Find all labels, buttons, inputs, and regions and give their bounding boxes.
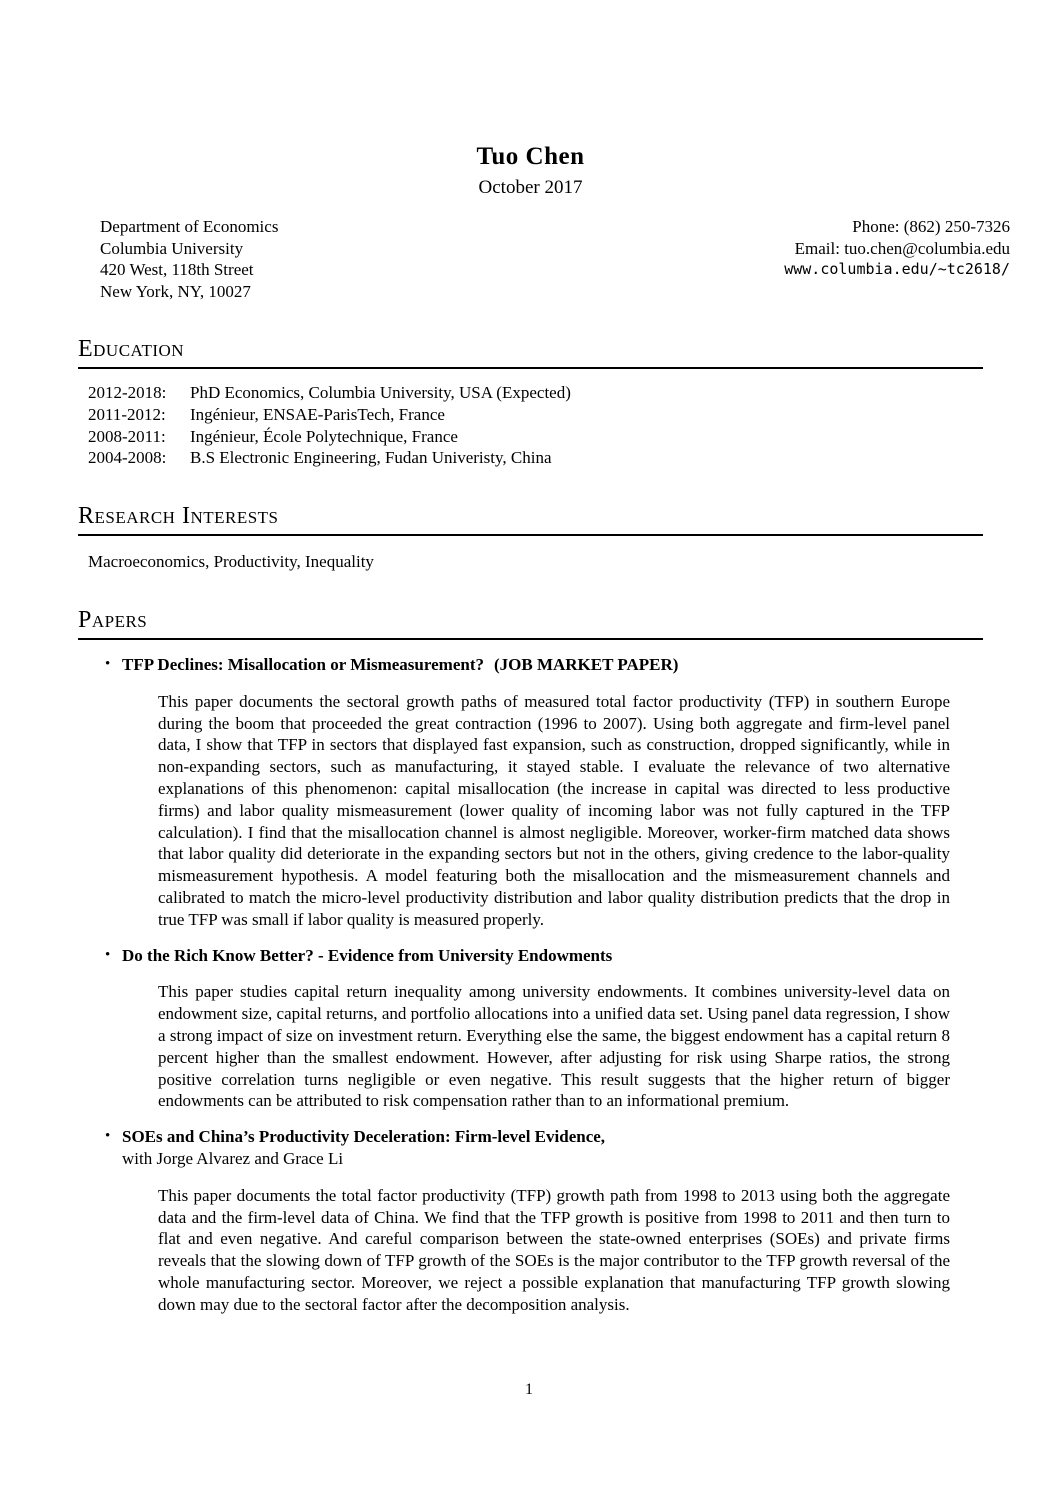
education-row bbox=[88, 382, 983, 404]
paper-title: SOEs and China’s Productivity Deceleration: Firm-level Evidence, bbox=[122, 1127, 606, 1147]
address-block bbox=[100, 216, 278, 302]
paper-abstract: This paper documents the total factor productivity (TFP) growth path from 1998 to 2013 using both the aggregate data and the firm-level data of China. We find that the TFP growth is positive from 1998 to 2011 and then turn to flat and even negative. And careful comparison between the state-owned enterprises (SOEs) and private firms reveals that the slowing down of TFP growth of the SOEs is the major contributor to the TFP growth reversal of the whole manufacturing sector. Moreover, we reject a possible explanation that manufacturing TFP growth slowing down may due to the sectoral factor after the decomposition analysis. bbox=[158, 1185, 950, 1314]
education-detail: Ingénieur, ENSAE-ParisTech, France bbox=[190, 404, 445, 424]
contact-block bbox=[100, 216, 1010, 302]
page-number: 1 bbox=[525, 1381, 533, 1398]
bullet-icon: • bbox=[105, 1128, 111, 1145]
bullet-icon: • bbox=[105, 946, 111, 963]
paper-abstract: This paper documents the sectoral growth paths of measured total factor productivity (TFP) in southern Europe during the boom that proceeded the great contraction (1996 to 2007). Using both aggregate and firm-level panel data, I show that TFP in sectors that displayed fast expansion, such as construction, dropped significantly, while in non-expanding sectors, such as manufacturing, it stayed stable. I evaluate the relevance of two alternative explanations of this phenomenon: capital misallocation (the increase in capital was directed to less productive firms) and labor quality mismeasurement (lower quality of incoming labor was not fully captured in the TFP calculation). I find that the misallocation channel is almost negligible. Moreover, worker-firm matched data shows that labor quality did deteriorate in the expanding sectors but not in the others, giving credence to the labor-quality mismeasurement hypothesis. A model featuring both the misallocation and the mismeasurement channels and calibrated to match the micro-level productivity distribution and labor quality distribution predicts that the drop in true TFP was small if labor quality is measured properly. bbox=[158, 691, 950, 929]
address-line-department: Department of Economics bbox=[100, 217, 279, 236]
education-dates: 2011-2012: bbox=[88, 404, 166, 424]
education-row bbox=[88, 447, 983, 469]
education-list bbox=[88, 382, 983, 469]
education-dates: 2012-2018: bbox=[88, 383, 167, 402]
paper-abstract: This paper studies capital return inequality among university endowments. It combines university-level data on endowment size, capital returns, and portfolio allocations into a unified data set. Using panel data regression, I show a strong impact of size on investment return. Everything else the same, the biggest endowment has a capital return 8 percent higher than the smallest endowment. However, after adjusting for risk using Sharpe ratios, the strong positive correlation turns negligible or even negative. This result suggests that the higher return of bigger endowments can be attributed to risk compensation rather than to an informational premium. bbox=[158, 982, 950, 1111]
section-title-papers: Papers bbox=[78, 606, 983, 640]
section-title-research-interests: Research Interests bbox=[78, 502, 983, 536]
education-row bbox=[88, 404, 983, 426]
paper-item bbox=[105, 945, 983, 1113]
education-detail: Ingénieur, École Polytechnique, France bbox=[190, 426, 458, 446]
paper-annotation: (JOB MARKET PAPER) bbox=[493, 654, 679, 674]
education-detail: PhD Economics, Columbia University, USA (Expected) bbox=[190, 383, 571, 402]
paper-heading bbox=[105, 945, 983, 967]
education-dates: 2008-2011: bbox=[88, 426, 166, 446]
page-date: October 2017 bbox=[478, 177, 583, 198]
paper-title: Do the Rich Know Better? - Evidence from University Endowments bbox=[122, 945, 613, 965]
section-title-education: Education bbox=[78, 335, 983, 369]
paper-heading bbox=[105, 1126, 983, 1148]
email-line[interactable]: Email: tuo.chen@columbia.edu bbox=[794, 238, 1010, 258]
phone-line: Phone: (862) 250-7326 bbox=[852, 217, 1010, 236]
research-interests-text: Macroeconomics, Productivity, Inequality bbox=[88, 552, 374, 572]
paper-heading bbox=[105, 654, 983, 676]
address-line-street: 420 West, 118th Street bbox=[100, 260, 254, 279]
address-line-city: New York, NY, 10027 bbox=[100, 281, 251, 301]
education-detail: B.S Electronic Engineering, Fudan Univeristy, China bbox=[190, 448, 552, 468]
education-row bbox=[88, 426, 983, 448]
paper-coauthors: with Jorge Alvarez and Grace Li bbox=[122, 1148, 344, 1168]
address-line-university: Columbia University bbox=[100, 238, 244, 258]
contact-info-block bbox=[784, 216, 1010, 302]
paper-item bbox=[105, 1126, 983, 1315]
section-research-interests bbox=[78, 502, 983, 573]
section-papers bbox=[78, 606, 983, 1316]
education-dates: 2004-2008: bbox=[88, 448, 167, 468]
bullet-icon: • bbox=[105, 655, 111, 672]
section-education bbox=[78, 335, 983, 469]
website-link[interactable]: www.columbia.edu/~tc2618/ bbox=[784, 260, 1010, 278]
paper-item bbox=[105, 654, 983, 931]
paper-title: TFP Declines: Misallocation or Mismeasurement? bbox=[122, 654, 484, 674]
page-title: Tuo Chen bbox=[476, 143, 585, 170]
